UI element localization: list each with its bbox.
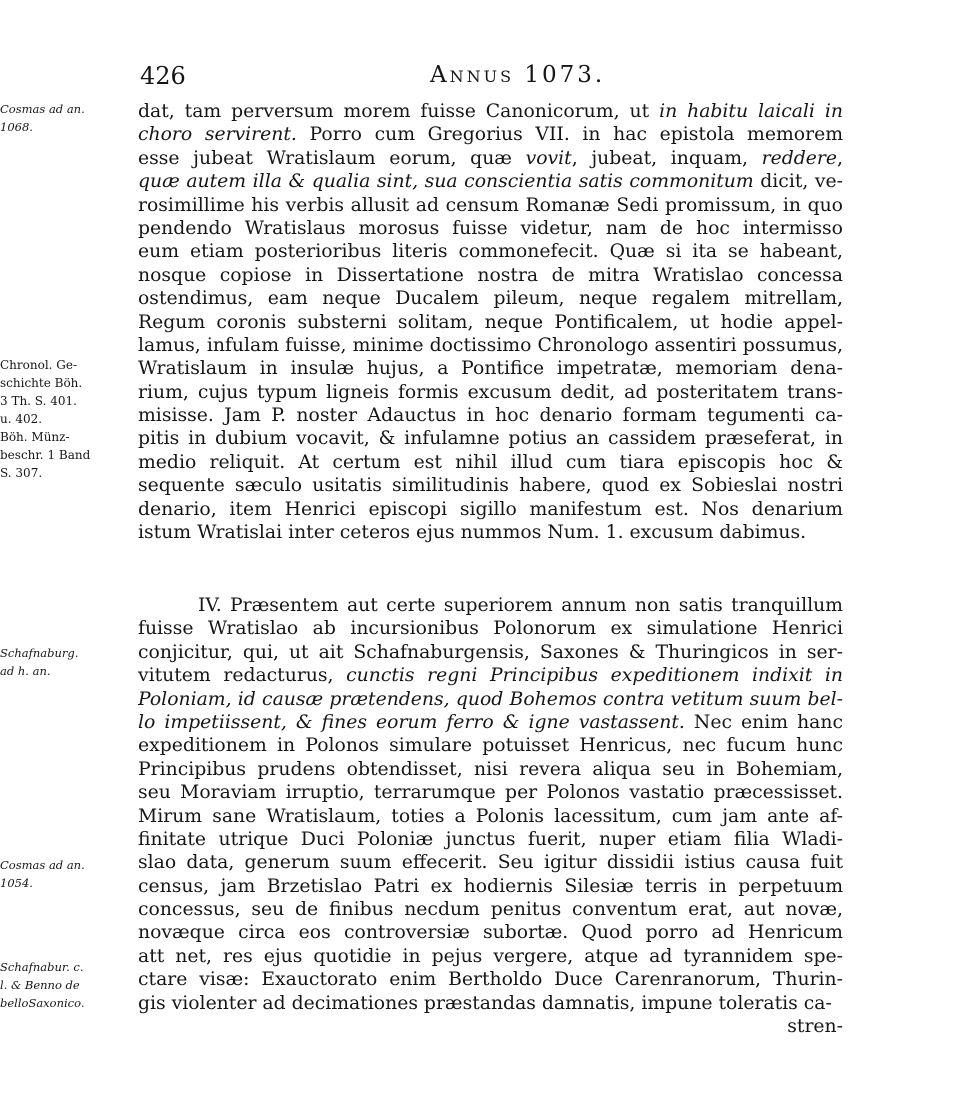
- text-run: medio reliquit. At certum est nihil illud cum tiara episcopis hoc &: [138, 451, 843, 473]
- text-line: [138, 898, 843, 921]
- margin-note-line: Cosmas ad an.: [0, 858, 85, 872]
- text-line: [138, 992, 843, 1015]
- margin-note-line: Schafnabur. c.: [0, 960, 84, 974]
- margin-note-chronol: [0, 356, 140, 482]
- text-line: [138, 921, 843, 944]
- text-run: quæ autem illa & qualia sint, sua conscientia satis commonitum: [138, 171, 754, 193]
- text-line: [138, 287, 843, 310]
- text-run: sequente sæculo usitatis similitudinis habere, quod ex Sobieslai nostri: [138, 475, 843, 497]
- text-run: eum etiam posterioribus literis commonefecit. Quæ si ita se habeant,: [138, 241, 843, 263]
- text-run: ,: [837, 147, 843, 169]
- text-line: [138, 240, 843, 263]
- text-line: [138, 311, 843, 334]
- text-run: reddere: [761, 147, 838, 169]
- text-run: expeditionem in Polonos simulare potuisset Henricus, nec fucum hunc: [138, 735, 843, 757]
- text-line: [138, 381, 843, 404]
- margin-note-schafnabur-c: [0, 958, 140, 1012]
- margin-note-schafnaburg: [0, 644, 140, 680]
- margin-note-line: belloSaxonico.: [0, 996, 85, 1010]
- text-run: istum Wratislai inter ceteros ejus nummos Num. 1. excusum dabimus.: [138, 522, 807, 544]
- text-run: misisse. Jam P. noster Adauctus in hoc denario formam tegumenti ca-: [138, 405, 843, 427]
- text-run: Nec enim hanc: [684, 711, 843, 733]
- text-line: [138, 334, 843, 357]
- paragraph-2: [138, 594, 843, 1015]
- text-line: [138, 147, 843, 170]
- margin-note-line: l. & Benno de: [0, 978, 80, 992]
- margin-note-line: 1068.: [0, 120, 33, 134]
- text-run: dicit, ve-: [753, 171, 843, 193]
- text-line: [138, 123, 843, 146]
- text-line: [138, 100, 843, 123]
- page-number: 426: [140, 62, 186, 90]
- catchword: stren-: [787, 1016, 843, 1037]
- text-run: Regum coronis substerni solitam, neque Pontificalem, ut hodie appel-: [138, 311, 843, 333]
- text-line: [138, 688, 843, 711]
- text-run: Mirum sane Wratislaum, toties a Polonis lacessitum, cum jam ante af-: [138, 805, 843, 827]
- margin-note-line: Cosmas ad an.: [0, 102, 85, 116]
- text-line: [138, 217, 843, 240]
- text-run: denario, item Henrici episcopi sigillo manifestum est. Nos denarium: [138, 498, 843, 520]
- text-line: [138, 521, 843, 544]
- text-run: rosimillime his verbis allusit ad censum Romanæ Sedi promissum, in quo: [138, 194, 843, 216]
- text-run: dat, tam perversum morem fuisse Canonicorum, ut: [138, 101, 660, 122]
- text-run: novæque circa eos controversiæ subortæ. Quod porro ad Henricum: [138, 922, 843, 944]
- margin-note-cosmas-1068: [0, 100, 140, 136]
- text-run: choro servirent.: [138, 124, 297, 146]
- text-line: [138, 805, 843, 828]
- text-run: att net, res ejus quotidie in pejus vergere, atque ad tyrannidem spe-: [138, 945, 843, 967]
- margin-note-cosmas-1054: [0, 856, 140, 892]
- text-run: Poloniam, id causæ prætendens, quod Bohemos contra vetitum suum bel-: [138, 688, 843, 710]
- margin-note-line: ad h. an.: [0, 664, 51, 678]
- text-run: pitis in dubium vocavit, & infulamne potius an cassidem præseferat, in: [138, 428, 843, 450]
- text-line: [138, 758, 843, 781]
- text-run: , jubeat, inquam,: [571, 147, 762, 169]
- text-run: Principibus prudens obtendisset, nisi revera aliqua seu in Bohemiam,: [138, 758, 843, 780]
- text-run: IV. Præsentem aut certe superiorem annum non satis tranquillum: [198, 595, 843, 616]
- text-line: [138, 875, 843, 898]
- text-line: [138, 734, 843, 757]
- paragraph-1: [138, 100, 843, 544]
- text-line: [138, 357, 843, 380]
- text-run: rium, cujus typum ligneis formis excusum dedit, ad posteritatem trans-: [138, 381, 843, 403]
- margin-note-line: S. 307.: [0, 466, 43, 480]
- text-run: lo impetiissent, & fines eorum ferro & igne vastassent.: [138, 711, 685, 733]
- text-run: concessus, seu de finibus necdum penitus conventum erat, aut novæ,: [138, 899, 843, 921]
- text-run: vitutem redacturus,: [138, 665, 347, 687]
- margin-note-line: 3 Th. S. 401.: [0, 394, 77, 408]
- text-run: Wratislaum in insulæ hujus, a Pontifice impetratæ, memoriam dena-: [138, 358, 843, 380]
- text-run: fuisse Wratislao ab incursionibus Polonorum ex simulatione Henrici: [138, 618, 843, 640]
- margin-note-line: Böh. Münz-: [0, 430, 70, 444]
- text-line: [138, 828, 843, 851]
- text-run: vovit: [525, 147, 572, 169]
- text-line: [138, 170, 843, 193]
- catchword-block: [138, 1015, 843, 1038]
- text-run: pendendo Wratislaus morosus fuisse videtur, nam de hoc intermisso: [138, 217, 843, 239]
- running-head: Annus 1073.: [430, 62, 606, 88]
- text-line: [138, 594, 843, 617]
- text-run: slao data, generum suum effecerit. Seu igitur dissidii istius causa fuit: [138, 852, 843, 874]
- text-run: gis violenter ad decimationes præstandas damnatis, impune toleratis ca-: [138, 992, 832, 1014]
- text-line: [138, 641, 843, 664]
- text-line: [138, 664, 843, 687]
- margin-note-line: 1054.: [0, 876, 33, 890]
- text-line: [138, 427, 843, 450]
- margin-note-line: Chronol. Ge-: [0, 358, 78, 372]
- text-line: [138, 711, 843, 734]
- text-run: ostendimus, eam neque Ducalem pileum, neque regalem mitrellam,: [138, 288, 843, 310]
- text-run: nosque copiose in Dissertatione nostra de mitra Wratislao concessa: [138, 264, 843, 286]
- text-line: [138, 451, 843, 474]
- text-line: [138, 968, 843, 991]
- text-line: [138, 194, 843, 217]
- page-header: [130, 58, 830, 94]
- text-line: [138, 474, 843, 497]
- text-run: lamus, infulam fuisse, minime doctissimo Chronologo assentiri possumus,: [138, 334, 843, 356]
- margin-note-line: u. 402.: [0, 412, 43, 426]
- text-run: Porro cum Gregorius VII. in hac epistola memorem: [296, 124, 843, 146]
- text-line: [138, 781, 843, 804]
- text-run: finitate utrique Duci Poloniæ junctus fuerit, nuper etiam filia Wladi-: [138, 828, 843, 850]
- margin-note-line: schichte Böh.: [0, 376, 83, 390]
- text-run: census, jam Brzetislao Patri ex hodiernis Silesiæ terris in perpetuum: [138, 875, 843, 897]
- margin-note-line: Schafnaburg.: [0, 646, 79, 660]
- text-run: in habitu laicali in: [659, 101, 843, 122]
- text-line: [138, 404, 843, 427]
- text-run: ctare visæ: Exauctorato enim Bertholdo Duce Carenranorum, Thurin-: [138, 969, 843, 991]
- text-line: [138, 498, 843, 521]
- text-run: seu Moraviam irruptio, terrarumque per Polonos vastatio præcessisset.: [138, 782, 843, 804]
- text-line: [138, 617, 843, 640]
- text-line: [138, 851, 843, 874]
- text-run: conjicitur, qui, ut ait Schafnaburgensis, Saxones & Thuringicos in ser-: [138, 641, 843, 663]
- text-line: [138, 264, 843, 287]
- margin-note-line: beschr. 1 Band: [0, 448, 91, 462]
- text-line: [138, 945, 843, 968]
- text-run: esse jubeat Wratislaum eorum, quæ: [138, 147, 526, 169]
- text-run: cunctis regni Principibus expeditionem indixit in: [346, 665, 843, 687]
